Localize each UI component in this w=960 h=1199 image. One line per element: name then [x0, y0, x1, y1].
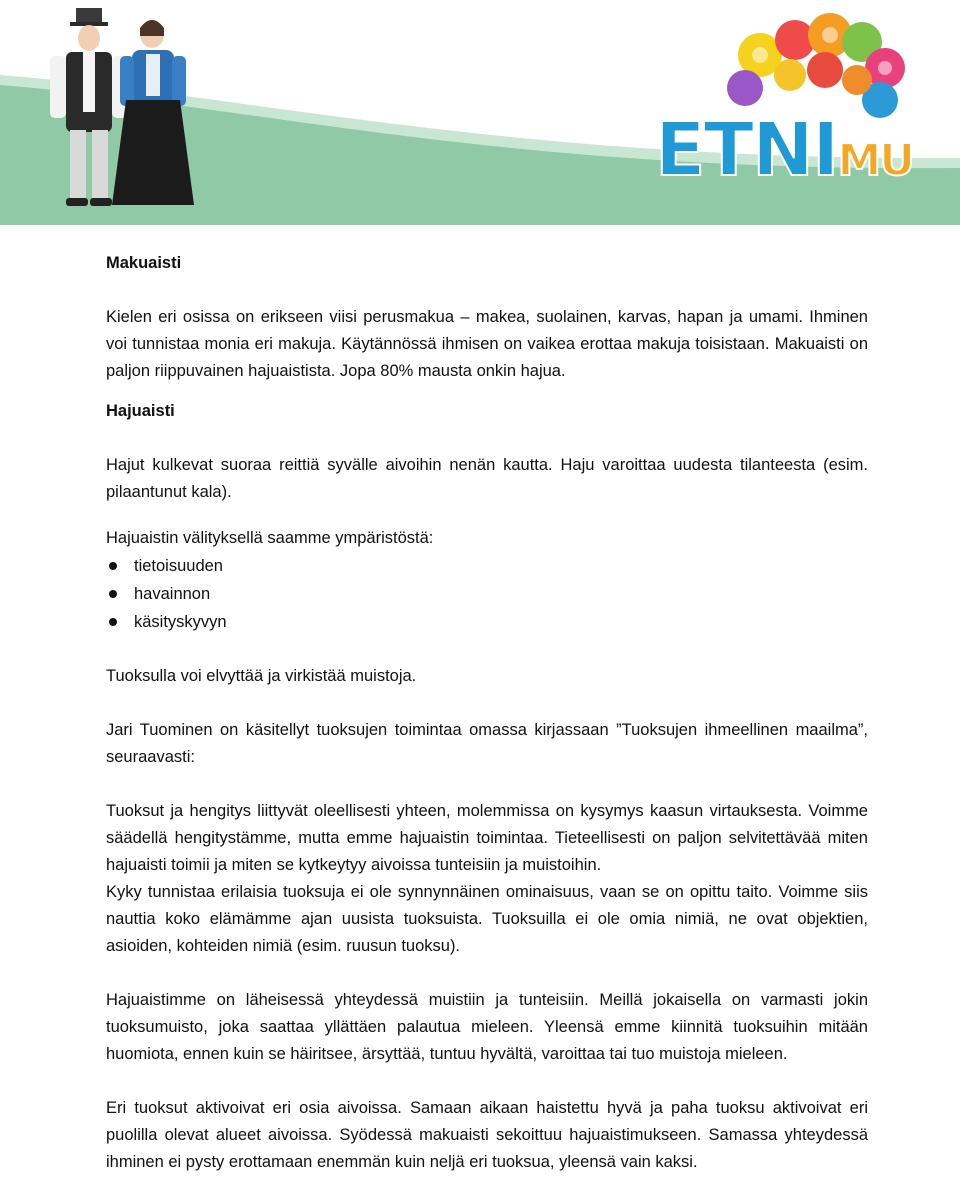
bullet-list — [106, 552, 868, 636]
paragraph-brain: Eri tuoksut aktivoivat eri osia aivoissa. Samaan aikaan haistettu hyvä ja paha tuoksu aktivoivat eri puolilla olevat alueet aivoissa. Syödessä makuaisti sekoittuu hajuaistimukseen. Samassa yhteydessä ihminen ei pysty erottamaan enemmän kuin neljä eri tuoksua, yleensä vain kaksi. — [106, 1099, 868, 1171]
list-item: havainnon — [106, 580, 868, 608]
paragraph-hajuaisti-2: Tuoksulla voi elvyttää ja virkistää muistoja. — [106, 667, 417, 685]
paragraph-hajuaisti-1: Hajut kulkevat suoraa reittiä syvälle aivoihin nenän kautta. Haju varoittaa uudesta tilanteesta (esim. pilaantunut kala). — [106, 456, 868, 501]
paragraph-makuaisti: Kielen eri osissa on erikseen viisi perusmakua – makea, suolainen, karvas, hapan ja umami. Ihminen voi tunnistaa monia eri makuja. Käytännössä ihmisen on vaikea erottaa makuja toisistaan. Makuaisti on paljon riippuvainen hajuaistista. Jopa 80% mausta onkin hajua. — [106, 308, 868, 380]
quote-paragraph-2: Kyky tunnistaa erilaisia tuoksuja ei ole synnynnäinen ominaisuus, vaan se on opittu taito. Voimme siis nauttia koko elämämme ajan uusista tuoksuista. Tuoksuilla ei ole omia nimiä, ne ovat objektien, asioiden, kohteiden nimiä (esim. ruusun tuoksu). — [106, 883, 868, 955]
section-title-hajuaisti: Hajuaisti — [106, 402, 175, 420]
bullet-icon — [109, 562, 117, 570]
section-title-makuaisti: Makuaisti — [106, 254, 182, 272]
list-item: käsityskyvyn — [106, 608, 868, 636]
document-body — [106, 250, 868, 1176]
header-graphic — [0, 0, 960, 230]
bullet-icon — [109, 618, 117, 626]
bullet-icon — [109, 590, 117, 598]
paragraph-hajuaisti-intro: Hajuaistin välityksellä saamme ympäristöstä: — [106, 529, 434, 547]
paragraph-hajuaisti-3: Jari Tuominen on käsitellyt tuoksujen toimintaa omassa kirjassaan ”Tuoksujen ihmeellinen maailma”, seuraavasti: — [106, 721, 868, 766]
paragraph-memory: Hajuaistimme on läheisessä yhteydessä muistiin ja tunteisiin. Meillä jokaisella on varmasti jokin tuoksumuisto, joka saattaa yllättäen palautua mieleen. Yleensä emme kiinnitä tuoksuihin mitään huomiota, ennen kuin se häiritsee, ärsyttää, tuntuu hyvältä, varoittaa tai tuo muistoja mieleen. — [106, 991, 868, 1063]
colorful-gears-cloud — [727, 13, 905, 118]
page-header — [0, 0, 960, 230]
etnimu-logo: ETNIMU — [655, 107, 914, 193]
quote-paragraph-1: Tuoksut ja hengitys liittyvät oleellisesti yhteen, molemmissa on kysymys kaasun virtauksesta. Voimme säädellä hengitystämme, mutta emme hajuaistin toimintaa. Tieteellisesti on paljon selvitettävää miten hajuaisti toimii ja miten se kytkeytyy aivoissa tunteisiin ja muistoihin. — [106, 802, 868, 874]
list-item: tietoisuuden — [106, 552, 868, 580]
